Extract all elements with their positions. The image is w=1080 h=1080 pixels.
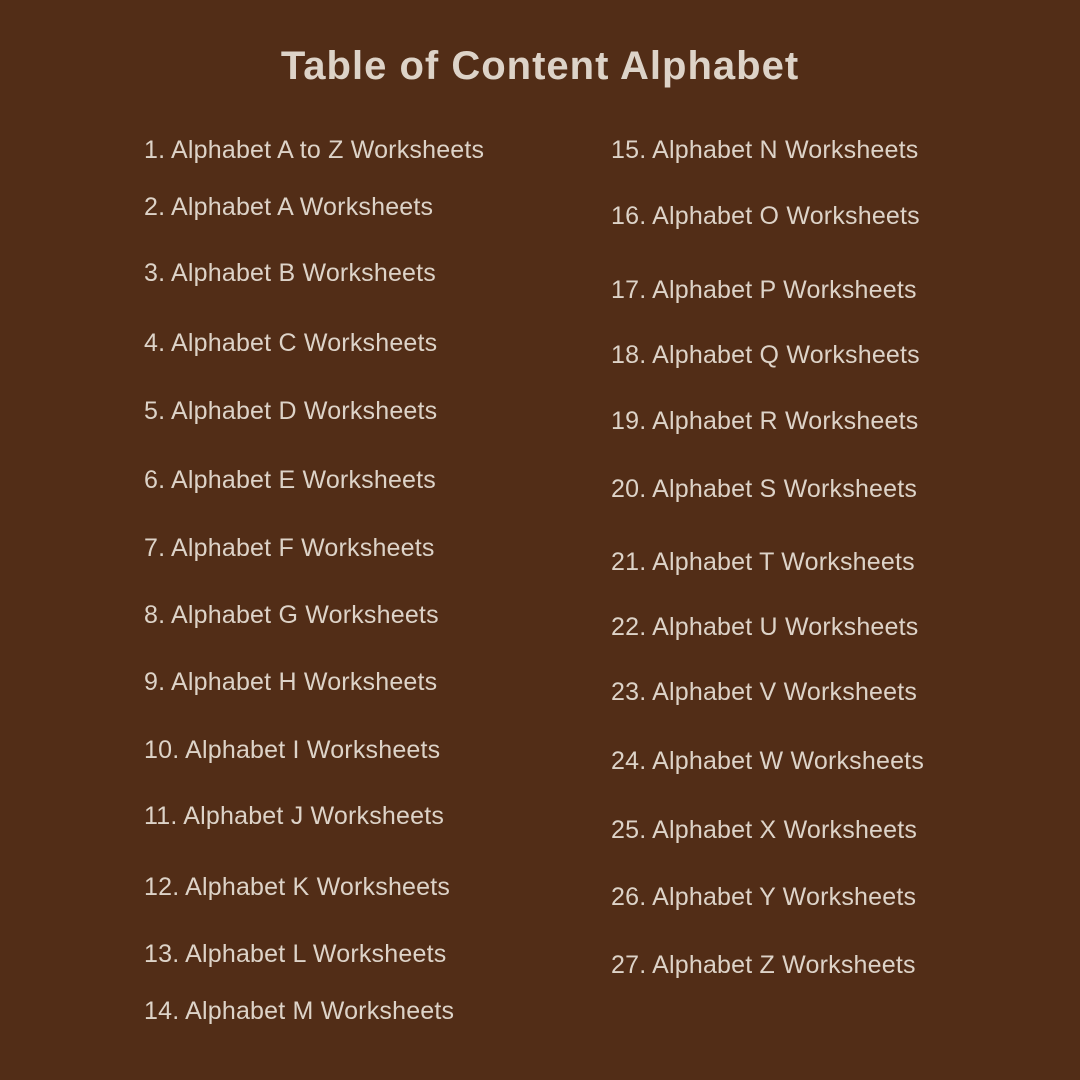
toc-item[interactable]: 20. Alphabet S Worksheets bbox=[611, 475, 918, 503]
toc-item[interactable]: 16. Alphabet O Worksheets bbox=[611, 202, 920, 230]
toc-item[interactable]: 25. Alphabet X Worksheets bbox=[611, 816, 918, 844]
toc-item[interactable]: 4. Alphabet C Worksheets bbox=[144, 329, 438, 357]
toc-item[interactable]: 17. Alphabet P Worksheets bbox=[611, 276, 917, 304]
toc-item[interactable]: 9. Alphabet H Worksheets bbox=[144, 668, 438, 696]
toc-item[interactable]: 21. Alphabet T Worksheets bbox=[611, 548, 915, 576]
toc-item[interactable]: 24. Alphabet W Worksheets bbox=[611, 747, 925, 775]
toc-item[interactable]: 3. Alphabet B Worksheets bbox=[144, 259, 437, 287]
toc-item[interactable]: 23. Alphabet V Worksheets bbox=[611, 678, 918, 706]
toc-item[interactable]: 22. Alphabet U Worksheets bbox=[611, 613, 919, 641]
toc-item[interactable]: 27. Alphabet Z Worksheets bbox=[611, 951, 916, 979]
toc-item[interactable]: 19. Alphabet R Worksheets bbox=[611, 407, 919, 435]
toc-item[interactable]: 5. Alphabet D Worksheets bbox=[144, 397, 438, 425]
toc-item[interactable]: 7. Alphabet F Worksheets bbox=[144, 534, 435, 562]
toc-item[interactable]: 1. Alphabet A to Z Worksheets bbox=[144, 136, 485, 164]
toc-item[interactable]: 18. Alphabet Q Worksheets bbox=[611, 341, 920, 369]
toc-item[interactable]: 14. Alphabet M Worksheets bbox=[144, 997, 455, 1025]
toc-item[interactable]: 11. Alphabet J Worksheets bbox=[144, 802, 445, 830]
toc-item[interactable]: 8. Alphabet G Worksheets bbox=[144, 601, 439, 629]
page-title: Table of Content Alphabet bbox=[280, 44, 800, 88]
toc-item[interactable]: 2. Alphabet A Worksheets bbox=[144, 193, 434, 221]
toc-item[interactable]: 10. Alphabet I Worksheets bbox=[144, 736, 441, 764]
toc-item[interactable]: 12. Alphabet K Worksheets bbox=[144, 873, 451, 901]
toc-item[interactable]: 13. Alphabet L Worksheets bbox=[144, 940, 447, 968]
toc-item[interactable]: 15. Alphabet N Worksheets bbox=[611, 136, 919, 164]
toc-item[interactable]: 6. Alphabet E Worksheets bbox=[144, 466, 437, 494]
toc-item[interactable]: 26. Alphabet Y Worksheets bbox=[611, 883, 917, 911]
